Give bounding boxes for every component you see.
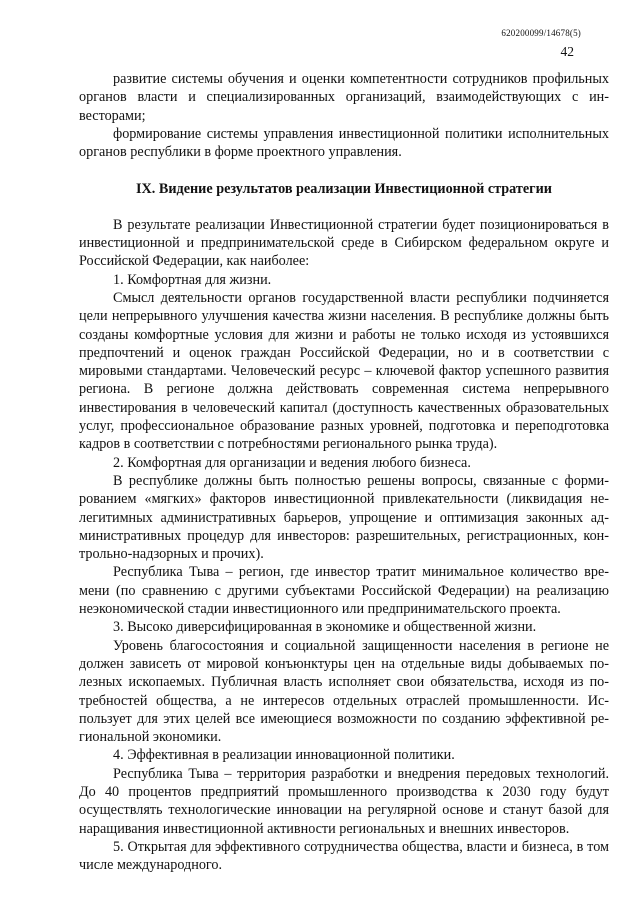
intro-paragraph: развитие системы обучения и оценки компетентности сотрудников профильных органов власти и специализированных организаций, взаимодействующих с инвесторами; [79,71,609,124]
spacer [79,161,609,180]
section-paragraph: В результате реализации Инвестиционной стратегии будет позиционироваться в инвестиционной и предпринимательской среде в Сибирском федеральном округе и Российской Федерации, как наиболее: [79,216,609,270]
page-number: 42 [560,44,574,59]
section-paragraph: Республика Тыва – территория разработки и внедрения передовых технологий. До 40 процентов предприятий промышленного производства к 2030 году будут осуществлять технологические инновации на регулярной основе и станут базой для наращивания инвестиционной активности региональных и внешних инвесторов. [79,765,609,837]
section-paragraph: Смысл деятельности органов государственной власти республики подчиняется цели непрерывного улучшения качества жизни населения. В республике должны быть созданы комфортные условия для жизни и работы не только исходя из устоявшихся предпочтений и оценок граждан Российской Федерации, но и в соответствии с мировыми стандартами. Человеческий ресурс – ключевой фактор успешного развития региона. В регионе должна действовать современная система непрерывного инвестирования в человеческий капитал (доступность качественных образовательных услуг, профессиональное образование разных уровней, подготовка и переподготовка кадров в соответствии с потребностями регионального рынка труда). [79,289,609,453]
list-item-heading: 4. Эффективная в реализации инновационной политики. [113,747,455,764]
list-item-heading: 2. Комфортная для организации и ведения любого бизнеса. [113,454,471,471]
list-item-heading: 1. Комфортная для жизни. [113,271,272,288]
intro-paragraph: формирование системы управления инвестиционной политики исполнительных органов республики в форме проектного управления. [79,125,609,161]
section-paragraph: В республике должны быть полностью решены вопросы, связанные с формированием «мягких» факторов инвестиционной привлекательности (ликвидация нелегитимных административных барьеров, упрощение и оптимизация законных административных процедур для инвесторов: разрешительных, регистрационных, контрольно-надзорных и прочих). [79,472,609,563]
list-item-heading: 5. Открытая для эффективного сотрудничества общества, власти и бизнеса, в том числе международного. [79,838,609,874]
section-paragraph: Уровень благосостояния и социальной защищенности населения в регионе не должен зависеть от мировой конъюнктуры цен на отдельные виды добываемых полезных ископаемых. Публичная власть исполняет свои обязательства, исходя из потребностей общества, а не интересов отдельных отраслей промышленности. Использует для этих целей все имеющиеся возможности по созданию эффективной региональной экономики. [79,637,609,746]
document-body [79,70,609,874]
section-heading: IX. Видение результатов реализации Инвестиционной стратегии [136,181,552,198]
list-item-heading: 3. Высоко диверсифицированная в экономике и общественной жизни. [113,619,537,636]
spacer [79,199,609,216]
document-id: 620200099/14678(5) [501,28,581,38]
section-paragraph: Республика Тыва – регион, где инвестор тратит минимальное количество времени (по сравнению с другими субъектами Российской Федерации) на реализацию неэкономической стадии инвестиционного или предпринимательского проекта. [79,564,609,618]
